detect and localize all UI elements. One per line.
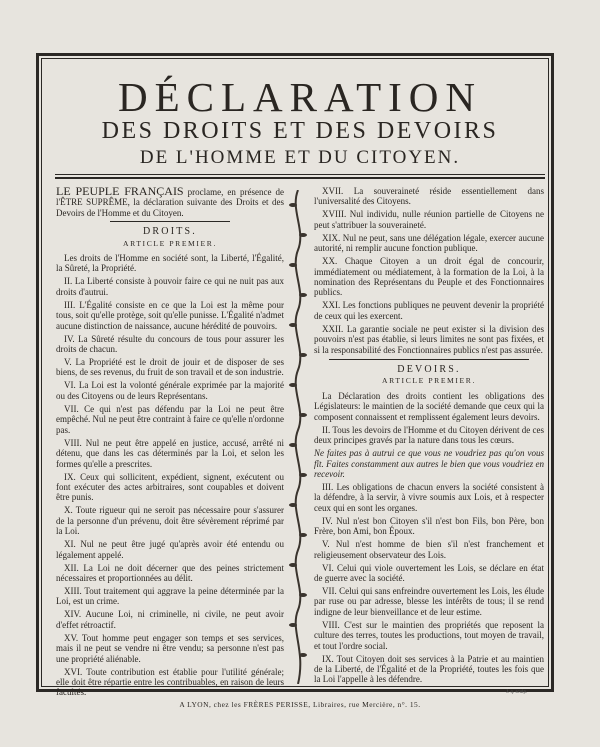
droits-article: XX. Chaque Citoyen a un droit égal de concourir, immédiatement ou médiatement, à la formation de la Loi, à la nomination des Représentans du Peuple et des Fonctionnaires publics. — [314, 256, 544, 298]
droits-article: VII. Ce qui n'est pas défendu par la Loi ne peut être empêché. Nul ne peut être contraint à faire ce qu'elle n'ordonne pas. — [56, 403, 284, 435]
droits-article: XVIII. Nul individu, nulle réunion partielle de Citoyens ne peut s'attribuer la souveraineté. — [314, 209, 544, 230]
right-column — [314, 186, 544, 687]
droits-article: XV. Tout homme peut engager son temps et ses services, mais il ne peut se vendre ni être vendu; sa personne n'est pas une propriété aliénable. — [56, 632, 284, 664]
droits-article: III. L'Égalité consiste en ce que la Loi est la même pour tous, soit qu'elle protège, soit qu'elle punisse. L'Égalité n'admet aucune distinction de naissance, aucune hérédité de pouvoirs. — [56, 299, 284, 331]
droits-article: XII. La Loi ne doit décerner que des peines strictement nécessaires et proportionnées au délit. — [56, 562, 284, 583]
devoirs-heading: DEVOIRS. — [397, 364, 461, 376]
droits-article: X. Toute rigueur qui ne seroit pas nécessaire pour s'assurer de la personne d'un prévenu, doit être sévèrement réprimé par la Loi. — [56, 505, 284, 537]
droits-article: VI. La Loi est la volonté générale exprimée par la majorité ou des Citoyens ou de leurs Représentans. — [56, 380, 284, 401]
droits-heading: DROITS. — [142, 226, 197, 238]
left-column — [56, 186, 284, 700]
devoirs-article: IX. Tout Citoyen doit ses services à la Patrie et au maintien de la Liberté, de l'Égalité et de la Propriété, toutes les fois que la Loi l'appelle à les défendre. — [314, 653, 544, 685]
title-divider-thick — [55, 177, 545, 179]
droits-article-premier: ARTICLE PREMIER. — [123, 238, 217, 248]
devoirs-article: IV. Nul n'est bon Citoyen s'il n'est bon Fils, bon Père, bon Frère, bon Ami, bon Époux. — [314, 515, 544, 537]
droits-article: V. La Propriété est le droit de jouir et de disposer de ses biens, de ses revenus, du fruit de son travail et de son industrie. — [56, 357, 284, 378]
devoirs-article: VII. Celui qui sans enfreindre ouvertement les Lois, les élude par ruse ou par adresse, blesse les intérêts de tous; il se rend indigne de leur bienveillance et de leur estime. — [314, 585, 544, 617]
devoirs-article: III. Les obligations de chacun envers la société consistent à la défendre, à la servir, à vivre soumis aux Lois, et à respecter ceux qui en sont les organes. — [314, 481, 544, 513]
droits-article: XIV. Aucune Loi, ni criminelle, ni civile, ne peut avoir d'effet rétroactif. — [56, 609, 284, 630]
droits-article: XVII. La souveraineté réside essentiellement dans l'universalité des Citoyens. — [314, 186, 544, 207]
droits-article: XI. Nul ne peut être jugé qu'après avoir été entendu ou légalement appelé. — [56, 539, 284, 560]
devoirs-article: La Déclaration des droits contient les obligations des Législateurs: le maintien de la société demande que ceux qui la composent connaissent et remplissent également leurs devoirs. — [314, 390, 544, 422]
droits-article: XIX. Nul ne peut, sans une délégation légale, exercer aucune autorité, ni remplir aucune fonction publique. — [314, 232, 544, 254]
droits-article: Les droits de l'Homme en société sont, la Liberté, l'Égalité, la Sûreté, la Propriété. — [56, 253, 284, 274]
section-rule — [110, 221, 230, 222]
devoirs-article-premier: ARTICLE PREMIER. — [382, 376, 476, 386]
devoirs-article: VIII. C'est sur le maintien des propriétés que reposent la culture des terres, toutes les productions, tout moyen de travail, et tout l'ordre social. — [314, 619, 544, 651]
section-rule — [329, 359, 529, 360]
intro-lead: LE PEUPLE FRANÇAIS — [56, 184, 184, 198]
droits-article: IX. Ceux qui sollicitent, expédient, signent, exécutent ou font exécuter des actes arbitraires, sont coupables et doivent être punis. — [56, 471, 284, 503]
intro-paragraph — [56, 186, 284, 218]
intro-text: proclame, en présence de l'ÊTRE SUPRÊME, la déclaration suivante des Droits et des Devoirs de l'Homme et du Citoyen. — [56, 187, 284, 218]
title-divider — [55, 174, 545, 175]
devoirs-article: V. Nul n'est homme de bien s'il n'est franchement et religieusement observateur des Lois. — [314, 539, 544, 560]
title-line-2: DES DROITS ET DES DEVOIRS — [101, 118, 499, 144]
devoirs-article: II. Tous les devoirs de l'Homme et du Citoyen dérivent de ces deux principes gravés par la nature dans tous les cœurs. — [314, 424, 544, 446]
droits-article: II. La Liberté consiste à pouvoir faire ce qui ne nuit pas aux droits d'autrui. — [56, 276, 284, 297]
droits-article: XXI. Les fonctions publiques ne peuvent devenir la propriété de ceux qui les exercent. — [314, 300, 544, 321]
vine-ornament — [287, 190, 309, 684]
title-line-3: DE L'HOMME ET DU CITOYEN. — [139, 147, 461, 168]
devoirs-article: VI. Celui qui viole ouvertement les Lois, se déclare en état de guerre avec la société. — [314, 562, 544, 583]
droits-article: XVI. Toute contribution est établie pour l'utilité générale; elle doit être répartie entre les contribuables, en raison de leurs facultés. — [56, 666, 284, 698]
droits-article: VIII. Nul ne peut être appelé en justice, accusé, arrêté ni détenu, que dans les cas déterminés par la Loi, et selon les formes qu'elle a prescrites. — [56, 437, 284, 469]
title-main: DÉCLARATION — [118, 74, 482, 120]
droits-article: IV. La Sûreté résulte du concours de tous pour assurer les droits de chacun. — [56, 333, 284, 355]
devoirs-maxim: Ne faites pas à autrui ce que vous ne voudriez pas qu'on vous fît. Faites constamment aux autres le bien que vous voudriez en recevoir. — [314, 448, 544, 479]
imprint-line: A LYON, chez les FRÈRES PERISSE, Libraires, rue Mercière, n°. 15. — [179, 700, 421, 709]
engraver-mark: J. q. sculp. — [506, 690, 528, 695]
droits-article: XXII. La garantie sociale ne peut exister si la division des pouvoirs n'est pas établie, si leurs limites ne sont pas fixées, et si la responsabilité des Fonctionnaires publics n'est pas assurée. — [314, 323, 544, 355]
droits-article: XIII. Tout traitement qui aggrave la peine déterminée par la Loi, est un crime. — [56, 585, 284, 607]
